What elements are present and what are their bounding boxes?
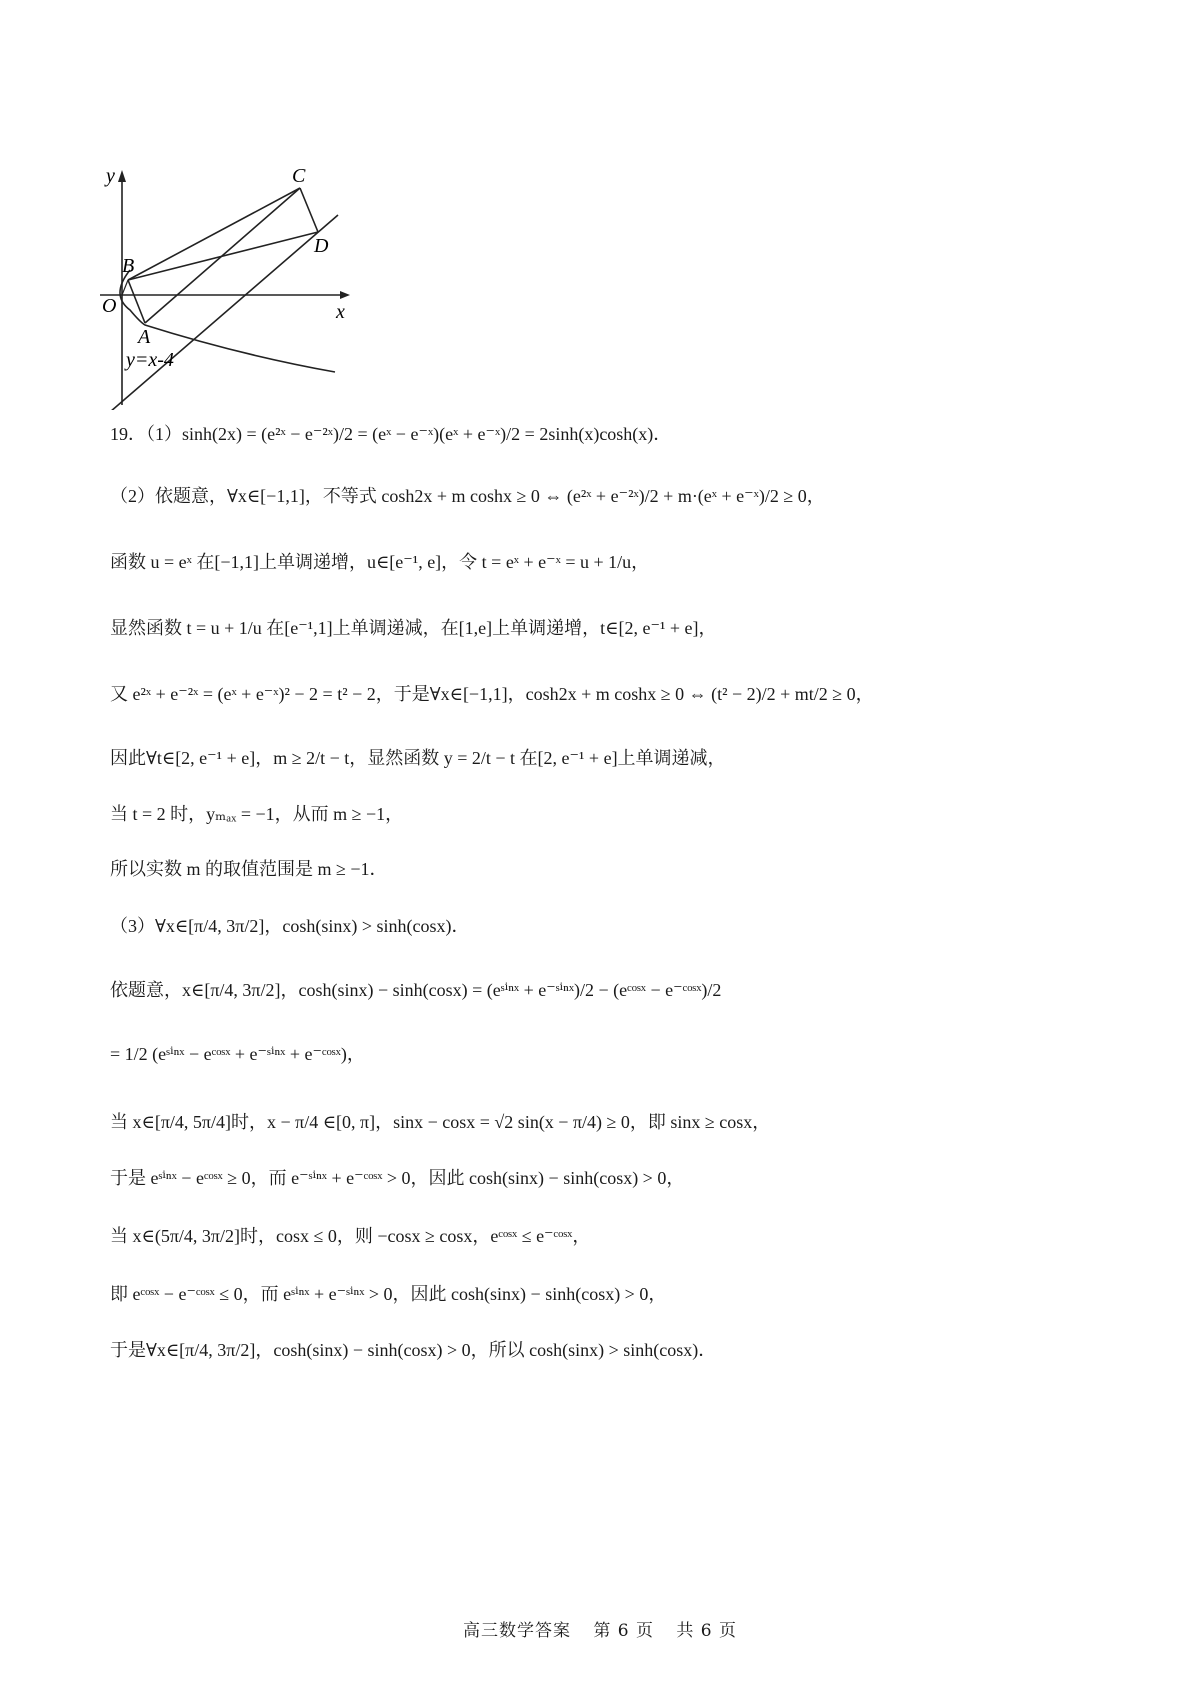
solution-line-14: 当 x∈(5π/4, 3π/2]时，cosx ≤ 0，则 −cosx ≥ cosx，eᶜᵒˢˣ ≤ e⁻ᶜᵒˢˣ，: [110, 1226, 591, 1246]
solution-line-8: 所以实数 m 的取值范围是 m ≥ −1．: [110, 859, 388, 879]
x-axis-arrow: [340, 291, 350, 299]
label-a: A: [138, 326, 151, 348]
solution-line-9: （3）∀x∈[π/4, 3π/2]，cosh(sinx) > sinh(cosx)．: [110, 916, 470, 936]
solution-line-15: 即 eᶜᵒˢˣ − e⁻ᶜᵒˢˣ ≤ 0，而 eˢⁱⁿˣ + e⁻ˢⁱⁿˣ > 0，因此 cosh(sinx) − sinh(cosx) > 0，: [110, 1284, 667, 1304]
solution-line-7: 当 t = 2 时，yₘₐₓ = −1，从而 m ≥ −1，: [110, 804, 404, 824]
label-b: B: [122, 255, 135, 277]
label-o: O: [102, 295, 117, 317]
label-c: C: [292, 165, 306, 187]
solution-line-11: = 1/2 (eˢⁱⁿˣ − eᶜᵒˢˣ + e⁻ˢⁱⁿˣ + e⁻ᶜᵒˢˣ)，: [110, 1044, 365, 1064]
segment-ac: [145, 188, 300, 323]
solution-line-12: 当 x∈[π/4, 5π/4]时，x − π/4 ∈[0, π]，sinx − cosx = √2 sin(x − π/4) ≥ 0，即 sinx ≥ cosx，: [110, 1112, 771, 1132]
solution-line-5: 又 e²ˣ + e⁻²ˣ = (eˣ + e⁻ˣ)² − 2 = t² − 2，于是∀x∈[−1,1]，cosh2x + m coshx ≥ 0 ⇔ (t² − 2)/2 + mt/2 ≥ 0，: [110, 684, 874, 704]
footer-course: 高三数学答案: [462, 1621, 571, 1641]
label-y: y: [106, 165, 115, 187]
solution-line-6: 因此∀t∈[2, e⁻¹ + e]，m ≥ 2/t − t，显然函数 y = 2/t − t 在[2, e⁻¹ + e]上单调递减，: [110, 748, 726, 768]
coordinate-figure: [100, 160, 400, 410]
segment-cd: [300, 188, 318, 232]
segment-bc: [128, 188, 300, 280]
label-line-y-x-4: y=x-4: [126, 349, 174, 371]
line-y-x-4: [110, 215, 338, 410]
footer-page: 第 6 页: [593, 1621, 654, 1641]
label-d: D: [314, 235, 329, 257]
footer-total: 共 6 页: [676, 1621, 738, 1641]
solution-line-13: 于是 eˢⁱⁿˣ − eᶜᵒˢˣ ≥ 0，而 e⁻ˢⁱⁿˣ + e⁻ᶜᵒˢˣ > 0，因此 cosh(sinx) − sinh(cosx) > 0，: [110, 1168, 685, 1188]
solution-line-2: （2）依题意，∀x∈[−1,1]，不等式 cosh2x + m coshx ≥ 0 ⇔ (e²ˣ + e⁻²ˣ)/2 + m·(eˣ + e⁻ˣ)/2 ≥ 0，: [110, 486, 825, 506]
label-x: x: [336, 301, 345, 323]
solution-line-1: 19．（1）sinh(2x) = (e²ˣ − e⁻²ˣ)/2 = (eˣ − e⁻ˣ)(eˣ + e⁻ˣ)/2 = 2sinh(x)cosh(x)．: [110, 424, 672, 444]
solution-line-4: 显然函数 t = u + 1/u 在[e⁻¹,1]上单调递减，在[1,e]上单调递增，t∈[2, e⁻¹ + e]，: [110, 618, 717, 638]
solution-line-10: 依题意，x∈[π/4, 3π/2]，cosh(sinx) − sinh(cosx) = (eˢⁱⁿˣ + e⁻ˢⁱⁿˣ)/2 − (eᶜᵒˢˣ − e⁻ᶜᵒˢˣ)/2: [110, 980, 722, 1000]
page-footer: [0, 1616, 1200, 1641]
solution-line-16: 于是∀x∈[π/4, 3π/2]，cosh(sinx) − sinh(cosx) > 0，所以 cosh(sinx) > sinh(cosx)．: [110, 1340, 717, 1360]
y-axis-arrow: [118, 170, 126, 182]
solution-line-3: 函数 u = eˣ 在[−1,1]上单调递增，u∈[e⁻¹, e]，令 t = eˣ + e⁻ˣ = u + 1/u，: [110, 552, 650, 572]
